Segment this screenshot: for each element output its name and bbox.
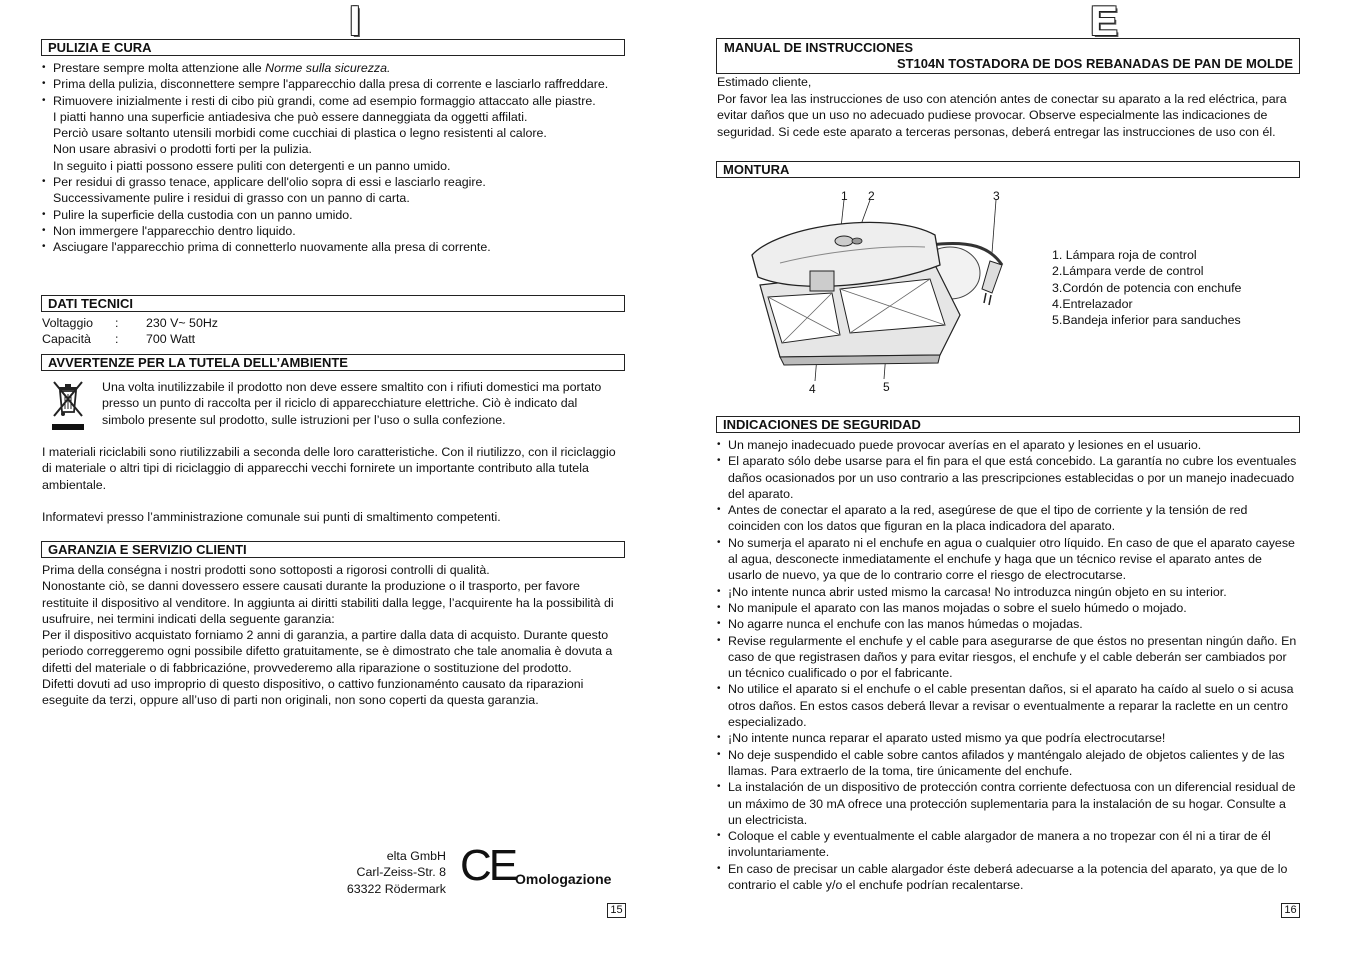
pulizia-list xyxy=(42,60,612,256)
list-item: • ¡No intente nunca abrir usted mismo la carcasa! No introduzca ningún objeto en su interior. xyxy=(717,584,1297,600)
callout-label: 2 xyxy=(868,189,875,203)
list-item: • Un manejo inadecuado puede provocar averías en el aparato y lesiones en el usuario. xyxy=(717,437,1297,453)
garanzia-paragraph: Difetti dovuti ad uso improprio di questo dispositivo, o cattivo funzionaménto causato da riparazioni eseguite da terzi, oppure all’uso di parti non originali, non sono coperti da questa garanzia. xyxy=(42,677,584,708)
table-row xyxy=(42,331,218,347)
list-item: • El aparato sólo debe usarse para el fin para el que está concebido. La garantía no cubre los eventuales daños ocasionados por un uso contrario a las prescripciones establecidas o por un manejo inadecuado del aparato. xyxy=(717,453,1297,502)
manual-subtitle: ST104N TOSTADORA DE DOS REBANADAS DE PAN DE MOLDE xyxy=(896,56,1293,71)
list-item: • Per residui di grasso tenace, applicare dell'olio sopra di essi e lasciarlo reagire. Successivamente pulire i residui di grasso con un panno di carta. xyxy=(42,174,612,207)
list-item: • Prestare sempre molta attenzione alle Norme sulla sicurezza. xyxy=(42,60,612,76)
tech-value: 700 Watt xyxy=(146,332,196,347)
list-item: 4.Entrelazador xyxy=(1052,296,1133,311)
list-item: • Asciugare l'apparecchio prima di connetterlo nuovamente alla presa di corrente. xyxy=(42,239,612,255)
sandwich-maker-diagram xyxy=(740,185,1030,400)
tech-label: Capacità xyxy=(42,332,91,347)
list-item: • No agarre nunca el enchufe con las manos húmedas o mojadas. xyxy=(717,616,1297,632)
section-header-pulizia: PULIZIA E CURA xyxy=(41,39,625,56)
manual-title-box xyxy=(716,38,1300,74)
tech-separator: : xyxy=(115,316,119,330)
list-item: • Non immergere l'apparecchio dentro liquido. xyxy=(42,223,612,239)
company-address xyxy=(320,848,446,897)
section-header-montura: MONTURA xyxy=(716,161,1300,178)
list-item: • La instalación de un dispositivo de protección contra corriente defectuosa con un diferencial residual de un máximo de 30 mA ofrece una protección suplementaria para la instalación de su hogar. Consulte a un electricista. xyxy=(717,779,1297,828)
weee-bin-icon xyxy=(50,378,86,432)
list-item: • Revise regularmente el enchufe y el cable para asegurarse de que éstos no presentan ningún daño. En caso de que registrasen daños y para evitar riesgos, el enchufe y el cable deberán ser cambiados por un técnico cualificado o por el fabricante. xyxy=(717,633,1297,682)
address-line: Carl-Zeiss-Str. 8 xyxy=(356,865,446,880)
tech-label: Voltaggio xyxy=(42,316,93,330)
ambiente-paragraph-3: Informatevi presso l’amministrazione comunale sui punti di smaltimento competenti. xyxy=(42,510,501,524)
garanzia-paragraph: Nonostante ciò, se danni dovessero essere causati durante la produzione o il trasporto, per favore restituite il dispositivo al venditore. In aggiunta ai diritti stabiliti dalla legge, l’acquirente ha la possibilità di usufruire, nei termini indicati della seguente garanzia: xyxy=(42,579,614,626)
section-header-ambiente: AVVERTENZE PER LA TUTELA DELL’AMBIENTE xyxy=(41,354,625,371)
list-item: • No deje suspendido el cable sobre cantos afilados y manténgalo alejado de objetos calientes y de las llamas. Para extraerlo de la toma, tire únicamente del enchufe. xyxy=(717,747,1297,780)
page-number: 16 xyxy=(1281,903,1300,918)
list-item: • No sumerja el aparato ni el enchufe en agua o cualquier otro líquido. En caso de que el aparato cayese al agua, desconecte inmediatamente el enchufe y haga que un técnico revise el aparato antes de usarlo de nuevo, ya que de lo contrario corre el riesgo de electrocutarse. xyxy=(717,535,1297,584)
safety-list xyxy=(717,437,1297,893)
callout-label: 5 xyxy=(883,380,890,394)
list-item: • No utilice el aparato si el enchufe o el cable presentan daños, si el aparato ha caído al suelo o si acusa otros daños. En estos casos deberá llevar a revisar o eventualmente a reparar la raclette en un centro especializado. xyxy=(717,681,1297,730)
list-item: • En caso de precisar un cable alargador éste deberá adecuarse a la potencia del aparato, ya que de lo contrario el cable y/o el enchufe podrían recalentarse. xyxy=(717,861,1297,894)
list-item: • Antes de conectar el aparato a la red, asegúrese de que el tipo de corriente y la tensión de red coinciden con los datos que figuran en la placa indicadora del aparato. xyxy=(717,502,1297,535)
language-letter-spanish: E xyxy=(1090,0,1119,44)
technical-data xyxy=(42,315,218,348)
page-number: 15 xyxy=(607,903,626,918)
language-letter-italian: I xyxy=(349,0,361,44)
section-header-seguridad: INDICACIONES DE SEGURIDAD xyxy=(716,416,1300,433)
intro-paragraph: Por favor lea las instrucciones de uso con atención antes de conectar su aparato a la red eléctrica, para evitar daños que un uso no adecuado pudiese provocar. Observe especialmente las indicaciones de seguridad. Si cede este aparato a terceras personas, deberá entregar las instrucciones de uso con él. xyxy=(717,92,1287,139)
ambiente-paragraph-1: Una volta inutilizzabile il prodotto non deve essere smaltito con i rifiuti domestici ma portato presso un punto di raccolta per il riciclo di apparecchiature elettriche. Ciò è indicato dal simbolo presente sul prodotto, sulle istruzioni per l’uso o sulla confezione. xyxy=(102,380,602,427)
garanzia-text xyxy=(42,562,626,709)
address-line: elta GmbH xyxy=(386,849,446,863)
list-item: • Rimuovere inizialmente i resti di cibo più grandi, come ad esempio formaggio attaccato alle piastre. I piatti hanno una superficie antiadesiva che può essere danneggiata da oggetti affilati. Perciò usare soltanto utensili morbidi come cucchiai di plastica o legno resistenti al calore. Non usare abrasivi o prodotti forti per la pulizia. In seguito i piatti possono essere puliti con detergenti e un panno umido. xyxy=(42,93,612,174)
list-item: • Pulire la superficie della custodia con un panno umido. xyxy=(42,207,612,223)
list-item: • ¡No intente nunca reparar el aparato usted mismo ya que podría electrocutarse! xyxy=(717,730,1297,746)
ce-mark: CE xyxy=(460,841,516,890)
garanzia-paragraph: Per il dispositivo acquistato forniamo 2 anni di garanzia, a partire dalla data di acquisto. Durante questo periodo correggeremo ogni possibile difetto gratuitamente, se è dimostrato che tale anomalia è dovuta a difetti del materiale o di fabbricazióne, provvederemo alla riparazione o sostituzione del prodotto. xyxy=(42,628,613,675)
section-header-dati-tecnici: DATI TECNICI xyxy=(41,295,625,312)
parts-list xyxy=(1052,247,1297,328)
list-item: 2.Lámpara verde de control xyxy=(1052,264,1204,279)
table-row xyxy=(42,315,218,331)
greeting: Estimado cliente, xyxy=(717,75,812,89)
callout-label: 4 xyxy=(809,382,816,396)
tech-separator: : xyxy=(115,332,119,347)
ambiente-paragraph-2: I materiali riciclabili sono riutilizzabili a seconda delle loro caratteristiche. Con il riutilizzo, con il riciclaggio di materiale o altri tipi di riciclaggio di apparecchi vecchi fornirete un importante contributo alla tutela ambientale. xyxy=(42,445,616,492)
callout-label: 1 xyxy=(841,189,848,203)
list-item: • No manipule el aparato con las manos mojadas o sobre el suelo húmedo o mojado. xyxy=(717,600,1297,616)
list-item: 3.Cordón de potencia con enchufe xyxy=(1052,280,1242,295)
callout-label: 3 xyxy=(993,189,1000,203)
list-item: • Coloque el cable y eventualmente el cable alargador de manera a no tropezar con él ni a tirar de él involuntariamente. xyxy=(717,828,1297,861)
manual-title: MANUAL DE INSTRUCCIONES xyxy=(724,40,913,55)
omologazione-label: Omologazione xyxy=(515,871,612,887)
tech-value: 230 V~ 50Hz xyxy=(146,316,218,330)
list-item: • Prima della pulizia, disconnettere sempre l'apparecchio dalla presa di corrente e lasciarlo raffreddare. xyxy=(42,76,612,92)
garanzia-paragraph: Prima della conségna i nostri prodotti sono sottoposti a rigorosi controlli di qualità. xyxy=(42,563,490,577)
address-line: 63322 Rödermark xyxy=(346,881,446,896)
section-header-garanzia: GARANZIA E SERVIZIO CLIENTI xyxy=(41,541,625,558)
list-item: 5.Bandeja inferior para sanduches xyxy=(1052,313,1241,328)
list-item: 1. Lámpara roja de control xyxy=(1052,248,1197,262)
